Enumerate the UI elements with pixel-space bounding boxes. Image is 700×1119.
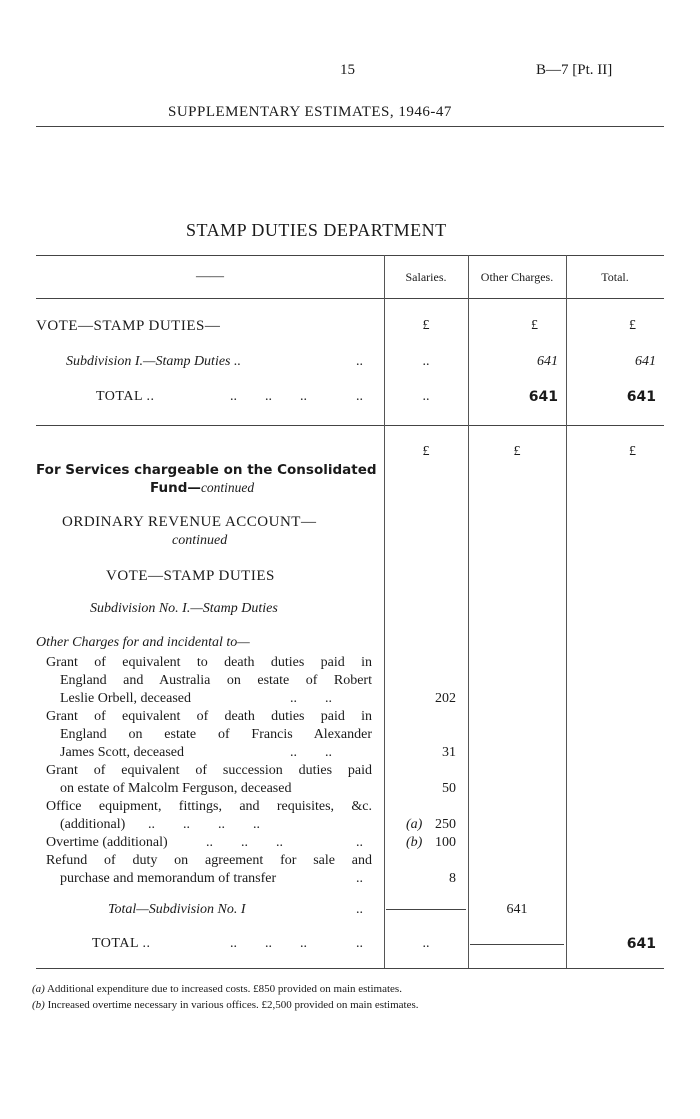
item-4-amount: 250: [435, 817, 456, 832]
summary-subdivision-dots: ..: [356, 354, 363, 369]
item-1-leader: .. ..: [290, 691, 332, 706]
services-fund-text: Fund—: [150, 480, 201, 496]
detail-total-salaries: ..: [422, 936, 430, 951]
item-5-note: (b): [406, 835, 423, 850]
footnote-b: [32, 999, 419, 1011]
item-1-line-1: Grant of equivalent to death duties paid in: [46, 655, 372, 670]
summary-total-label: TOTAL ..: [96, 389, 155, 404]
item-3-amount: 50: [442, 781, 456, 796]
column-header-description: ——: [196, 269, 224, 284]
item-4-line-1: Office equipment, fittings, and requisites, &c.: [46, 799, 372, 814]
item-6-line-2: purchase and memorandum of transfer: [60, 871, 277, 886]
summary-bottom-rule: [36, 425, 664, 426]
item-5-amount: 100: [435, 835, 456, 850]
footnote-b-text: Increased overtime necessary in various offices. £2,500 provided on main estimates.: [47, 999, 419, 1011]
item-1-line-2: England and Australia on estate of Robert: [60, 673, 372, 688]
item-5-leader-end: ..: [356, 835, 363, 850]
item-3-line-2: on estate of Malcolm Ferguson, deceased: [60, 781, 292, 796]
item-2-amount: 31: [442, 745, 456, 760]
account-continued: continued: [172, 533, 228, 548]
footnote-a-mark: (a): [32, 983, 45, 995]
detail-total-rule: [470, 944, 564, 945]
detail-currency-other-charges: £: [513, 444, 521, 459]
item-6-line-1: Refund of duty on agreement for sale and: [46, 853, 372, 868]
detail-currency-total: £: [629, 444, 636, 459]
summary-subdivision-total: 641: [635, 354, 656, 369]
page-reference: B—7 [Pt. II]: [536, 62, 613, 78]
services-heading-line1: For Services chargeable on the Consolidated: [36, 462, 377, 478]
footnote-a: [32, 983, 402, 995]
column-header-total: Total.: [601, 270, 629, 284]
header-rule: [36, 126, 664, 127]
detail-vote-heading: VOTE—STAMP DUTIES: [106, 568, 275, 584]
item-4-note: (a): [406, 817, 423, 832]
item-4-leader: .. .. .. ..: [148, 817, 260, 832]
detail-total-label: TOTAL ..: [92, 936, 151, 951]
vote-title: VOTE—STAMP DUTIES—: [36, 318, 221, 334]
summary-total-salaries: ..: [422, 389, 430, 404]
footnote-b-mark: (b): [32, 999, 45, 1011]
charges-heading: Other Charges for and incidental to—: [36, 635, 250, 650]
column-header-rule: [36, 298, 664, 299]
subtotal-amount: 641: [506, 902, 528, 917]
summary-subdivision-label: Subdivision I.—Stamp Duties ..: [66, 354, 241, 369]
table-bottom-rule: [36, 968, 664, 969]
summary-total-dots: .. .. ..: [230, 389, 307, 404]
table-top-rule: [36, 255, 664, 256]
account-heading: ORDINARY REVENUE ACCOUNT—: [62, 514, 317, 530]
currency-other-charges: £: [531, 318, 538, 333]
item-1-amount: 202: [435, 691, 456, 706]
services-heading-line2: [150, 480, 254, 496]
item-2-leader: .. ..: [290, 745, 332, 760]
column-header-salaries: Salaries.: [405, 270, 447, 284]
subtotal-dots: ..: [356, 902, 363, 917]
item-6-leader: ..: [356, 871, 363, 886]
item-5-line-1: Overtime (additional): [46, 835, 168, 850]
subtotal-label: Total—Subdivision No. I: [108, 902, 246, 917]
footnote-a-text: Additional expenditure due to increased costs. £850 provided on main estimates.: [46, 983, 402, 995]
services-continued-text: continued: [200, 480, 255, 495]
item-2-line-3: James Scott, deceased: [60, 745, 185, 760]
item-2-line-1: Grant of equivalent of death duties paid in: [46, 709, 372, 724]
page-number: 15: [340, 62, 355, 78]
summary-total-other-charges: 641: [528, 389, 558, 405]
summary-subdivision-other-charges: 641: [537, 354, 558, 369]
detail-total-amount: 641: [626, 936, 656, 952]
item-1-line-3: Leslie Orbell, deceased: [60, 691, 191, 706]
detail-currency-salaries: £: [422, 444, 430, 459]
detail-subdivision-heading: Subdivision No. I.—Stamp Duties: [90, 601, 278, 616]
currency-total: £: [629, 318, 636, 333]
item-5-leader: .. .. ..: [206, 835, 283, 850]
subtotal-rule: [386, 909, 466, 910]
detail-total-dots: .. .. ..: [230, 936, 307, 951]
column-header-other-charges: Other Charges.: [480, 270, 554, 284]
summary-total-dots-end: ..: [356, 389, 363, 404]
summary-subdivision-salaries: ..: [422, 354, 430, 369]
item-6-amount: 8: [449, 871, 456, 886]
item-3-line-1: Grant of equivalent of succession duties paid: [46, 763, 372, 778]
item-4-line-2: (additional): [60, 817, 126, 832]
detail-total-dots-end: ..: [356, 936, 363, 951]
department-heading: STAMP DUTIES DEPARTMENT: [186, 220, 447, 240]
summary-total-total: 641: [626, 389, 656, 405]
item-2-line-2: England on estate of Francis Alexander: [60, 727, 372, 742]
page-title: SUPPLEMENTARY ESTIMATES, 1946-47: [168, 104, 452, 120]
currency-salaries: £: [422, 318, 430, 333]
